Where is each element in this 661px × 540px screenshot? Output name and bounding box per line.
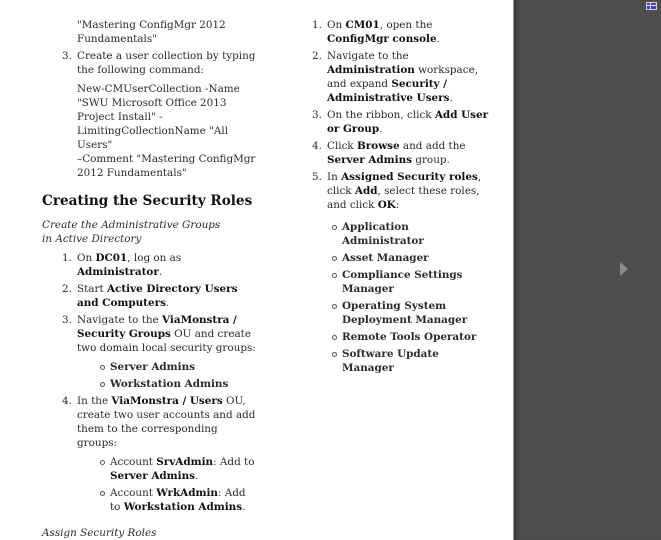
command-block	[42, 82, 257, 180]
list-item	[292, 139, 492, 167]
bold-text: Security / Administrative Users	[327, 78, 450, 104]
step-number: 4.	[312, 140, 322, 152]
role-name: Asset Manager	[342, 252, 429, 264]
command-line: 2012 Fundamentals"	[77, 167, 187, 179]
text: , log on as	[127, 252, 182, 264]
bold-text: Add	[354, 185, 378, 197]
reader-side-panel	[513, 0, 661, 540]
step-text: Create a user collection by typing the following command:	[77, 50, 256, 76]
list-item	[42, 377, 257, 391]
list-item	[42, 360, 257, 374]
command-line: –Comment "Mastering ConfigMgr	[77, 153, 256, 165]
text: .	[242, 501, 246, 513]
left-column	[42, 18, 257, 540]
text: Start	[77, 283, 107, 295]
text: , open the	[379, 19, 433, 31]
step-number: 1.	[312, 19, 322, 31]
role-name: Compliance Settings Manager	[342, 269, 463, 295]
text: In	[327, 171, 342, 183]
section-heading: Creating the Security Roles	[42, 193, 253, 209]
text: .	[165, 297, 170, 309]
accounts-list	[42, 455, 257, 514]
bold-text: Browse	[357, 140, 400, 152]
list-item	[292, 49, 492, 105]
text: , click	[327, 171, 482, 197]
bold-text: Active Directory Users and Computers	[77, 283, 238, 309]
text: Account	[110, 487, 157, 499]
list-item	[42, 49, 257, 77]
step-number: 4.	[62, 395, 72, 407]
text: OU and create two domain local security groups:	[77, 328, 256, 354]
bold-text: OK	[377, 199, 396, 211]
role-name: Remote Tools Operator	[342, 331, 477, 343]
list-item	[42, 313, 257, 391]
bullet-icon	[332, 256, 337, 261]
list-item	[292, 251, 492, 265]
list-item	[42, 486, 257, 514]
text: On the ribbon, click	[327, 109, 435, 121]
bullet-icon	[100, 365, 105, 370]
text: .	[195, 470, 199, 482]
group-name: Workstation Admins	[110, 378, 229, 390]
list-item	[42, 394, 257, 514]
bullet-icon	[332, 335, 337, 340]
bold-text: CM01	[345, 19, 380, 31]
list-item	[292, 18, 492, 46]
list-item	[42, 251, 257, 279]
bold-text: ViaMonstra / Users	[111, 395, 223, 407]
role-name: Software Update Manager	[342, 348, 439, 374]
text: :	[395, 199, 400, 211]
list-item	[292, 268, 492, 296]
list-item	[292, 347, 492, 375]
steps-list	[292, 18, 492, 375]
bold-text: ConfigMgr console	[327, 33, 437, 45]
text: group.	[412, 154, 450, 166]
bold-text: DC01	[95, 252, 128, 264]
role-name: Application Administrator	[342, 221, 424, 247]
command-line: "SWU Microsoft Office 2013	[77, 97, 227, 109]
bold-text: Administrator	[77, 266, 159, 278]
text: OU, create two user accounts and add them to the corresponding groups:	[77, 395, 256, 449]
list-item	[292, 220, 492, 248]
command-line: Project Install" -	[77, 111, 163, 123]
role-name: Operating System Deployment Manager	[342, 300, 468, 326]
text: , select these roles, and click	[327, 185, 480, 211]
bullet-icon	[100, 460, 105, 465]
command-line: New-CMUserCollection -Name	[77, 83, 240, 95]
step-number: 3.	[62, 50, 72, 62]
list-item	[292, 299, 492, 327]
text: workspace, and expand	[327, 64, 479, 90]
subheading: Create the Administrative Groups in Active Directory	[42, 219, 221, 245]
account-name: WrkAdmin	[156, 487, 218, 499]
step-number: 3.	[62, 314, 72, 326]
text: Navigate to the	[327, 50, 409, 62]
bold-text: Assigned Security roles	[341, 171, 478, 183]
bullet-icon	[332, 225, 337, 230]
text: .	[436, 33, 440, 45]
step-number: 5.	[312, 171, 322, 183]
text: : Add to	[213, 456, 255, 468]
list-item	[292, 330, 492, 344]
next-page-arrow-icon[interactable]	[620, 262, 628, 276]
group-name: Workstation Admins	[123, 501, 243, 513]
command-line: LimitingCollectionName "All	[77, 125, 229, 137]
text: and add the	[399, 140, 466, 152]
command-line: Users"	[77, 139, 113, 151]
steps-list	[42, 251, 257, 514]
roles-list	[292, 220, 492, 375]
list-item	[292, 170, 492, 375]
continuation-text: "Mastering ConfigMgr 2012 Fundamentals"	[77, 19, 226, 45]
text: Navigate to the	[77, 314, 163, 326]
text: On	[327, 19, 346, 31]
text: .	[158, 266, 163, 278]
account-name: SrvAdmin	[156, 456, 214, 468]
bold-text: Administration	[327, 64, 415, 76]
groups-list	[42, 360, 257, 391]
text: .	[449, 92, 453, 104]
bullet-icon	[100, 382, 105, 387]
text: .	[379, 123, 383, 135]
list-item	[42, 282, 257, 310]
step-number: 1.	[62, 252, 72, 264]
list-item	[42, 455, 257, 483]
text: : Add to	[110, 487, 246, 513]
text: In the	[77, 395, 112, 407]
bullet-icon	[332, 304, 337, 309]
language-flag-icon[interactable]	[646, 2, 657, 10]
text: On	[77, 252, 96, 264]
text: Click	[327, 140, 358, 152]
group-name: Server Admins	[110, 361, 196, 373]
bullet-icon	[332, 273, 337, 278]
step-number: 2.	[62, 283, 72, 295]
bullet-icon	[332, 352, 337, 357]
bold-text: Add User or Group	[327, 109, 489, 135]
bold-text: ViaMonstra / Security Groups	[77, 314, 237, 340]
group-name: Server Admins	[110, 470, 196, 482]
list-item	[292, 108, 492, 136]
step-number: 3.	[312, 109, 322, 121]
bullet-icon	[100, 491, 105, 496]
bold-text: Server Admins	[327, 154, 413, 166]
assign-subheading: Assign Security Roles	[42, 527, 157, 539]
text: Account	[110, 456, 157, 468]
step-number: 2.	[312, 50, 322, 62]
right-column	[292, 18, 492, 378]
